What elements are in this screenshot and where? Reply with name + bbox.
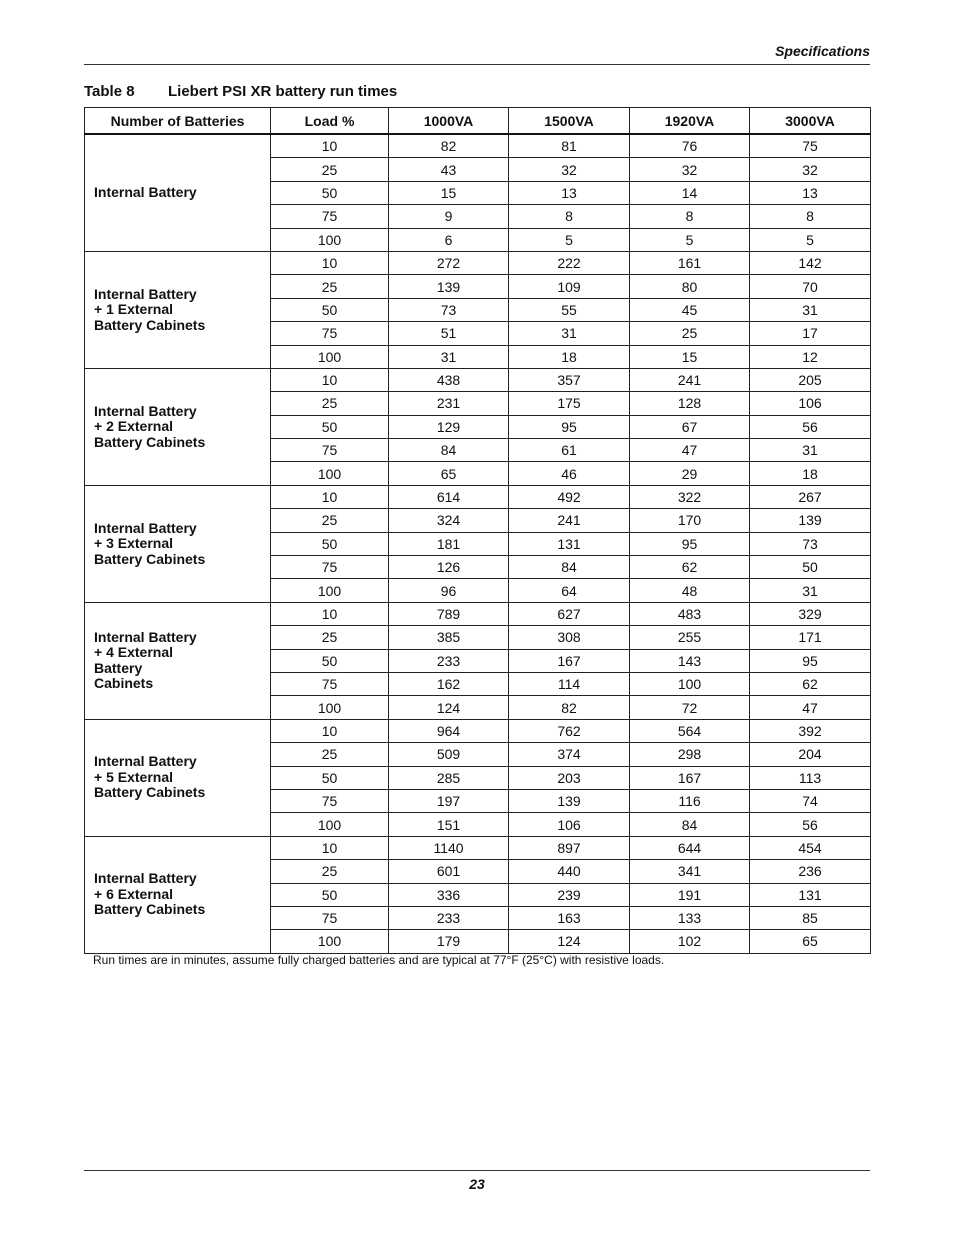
- cell-1920va: 341: [630, 860, 750, 883]
- cell-3000va: 392: [750, 719, 871, 742]
- cell-load: 25: [271, 158, 389, 181]
- cell-1500va: 84: [509, 556, 630, 579]
- cell-1920va: 128: [630, 392, 750, 415]
- cell-1500va: 31: [509, 322, 630, 345]
- cell-1000va: 124: [389, 696, 509, 719]
- cell-3000va: 62: [750, 672, 871, 695]
- cell-load: 75: [271, 205, 389, 228]
- cell-1500va: 492: [509, 485, 630, 508]
- cell-1000va: 614: [389, 485, 509, 508]
- header-row: [85, 108, 871, 135]
- cell-3000va: 47: [750, 696, 871, 719]
- cell-load: 100: [271, 228, 389, 251]
- cell-3000va: 205: [750, 368, 871, 391]
- cell-1920va: 483: [630, 602, 750, 625]
- battery-group-label: Internal Battery + 3 External Battery Cabinets: [85, 485, 271, 602]
- cell-3000va: 12: [750, 345, 871, 368]
- cell-3000va: 74: [750, 789, 871, 812]
- cell-1500va: 139: [509, 789, 630, 812]
- table-row: [85, 368, 871, 391]
- cell-1000va: 964: [389, 719, 509, 742]
- cell-3000va: 31: [750, 298, 871, 321]
- running-header: Specifications: [775, 43, 870, 59]
- table-row: [85, 251, 871, 274]
- cell-load: 75: [271, 556, 389, 579]
- cell-1500va: 239: [509, 883, 630, 906]
- cell-load: 75: [271, 672, 389, 695]
- cell-3000va: 70: [750, 275, 871, 298]
- cell-load: 100: [271, 345, 389, 368]
- cell-1500va: 55: [509, 298, 630, 321]
- cell-load: 50: [271, 298, 389, 321]
- cell-load: 25: [271, 860, 389, 883]
- cell-1500va: 222: [509, 251, 630, 274]
- cell-1000va: 438: [389, 368, 509, 391]
- table-footnote: Run times are in minutes, assume fully charged batteries and are typical at 77°F (25°C) with resistive loads.: [93, 953, 665, 967]
- cell-1920va: 133: [630, 906, 750, 929]
- cell-1000va: 162: [389, 672, 509, 695]
- cell-1920va: 167: [630, 766, 750, 789]
- cell-1000va: 272: [389, 251, 509, 274]
- cell-1500va: 109: [509, 275, 630, 298]
- cell-3000va: 139: [750, 509, 871, 532]
- cell-load: 50: [271, 766, 389, 789]
- cell-1500va: 167: [509, 649, 630, 672]
- cell-load: 50: [271, 181, 389, 204]
- cell-load: 10: [271, 251, 389, 274]
- cell-1000va: 601: [389, 860, 509, 883]
- cell-load: 10: [271, 134, 389, 158]
- cell-load: 25: [271, 626, 389, 649]
- cell-1920va: 161: [630, 251, 750, 274]
- cell-3000va: 56: [750, 813, 871, 836]
- battery-group-label: Internal Battery + 6 External Battery Cabinets: [85, 836, 271, 953]
- cell-1920va: 322: [630, 485, 750, 508]
- cell-1000va: 129: [389, 415, 509, 438]
- cell-3000va: 142: [750, 251, 871, 274]
- cell-1920va: 45: [630, 298, 750, 321]
- cell-1920va: 29: [630, 462, 750, 485]
- cell-3000va: 171: [750, 626, 871, 649]
- cell-3000va: 31: [750, 439, 871, 462]
- cell-1000va: 51: [389, 322, 509, 345]
- cell-1500va: 357: [509, 368, 630, 391]
- cell-1920va: 95: [630, 532, 750, 555]
- cell-1500va: 82: [509, 696, 630, 719]
- cell-load: 50: [271, 415, 389, 438]
- cell-1920va: 255: [630, 626, 750, 649]
- cell-3000va: 131: [750, 883, 871, 906]
- cell-load: 50: [271, 649, 389, 672]
- cell-3000va: 454: [750, 836, 871, 859]
- cell-3000va: 329: [750, 602, 871, 625]
- column-header-number-of-batteries: Number of Batteries: [85, 108, 271, 135]
- column-header-1000va: 1000VA: [389, 108, 509, 135]
- cell-1920va: 62: [630, 556, 750, 579]
- cell-1000va: 9: [389, 205, 509, 228]
- cell-1920va: 72: [630, 696, 750, 719]
- cell-load: 100: [271, 696, 389, 719]
- cell-1920va: 5: [630, 228, 750, 251]
- cell-3000va: 236: [750, 860, 871, 883]
- cell-load: 75: [271, 439, 389, 462]
- cell-load: 100: [271, 579, 389, 602]
- cell-1920va: 143: [630, 649, 750, 672]
- cell-1920va: 241: [630, 368, 750, 391]
- cell-1500va: 8: [509, 205, 630, 228]
- cell-3000va: 56: [750, 415, 871, 438]
- cell-load: 10: [271, 485, 389, 508]
- cell-1920va: 116: [630, 789, 750, 812]
- cell-1920va: 100: [630, 672, 750, 695]
- cell-3000va: 17: [750, 322, 871, 345]
- cell-1500va: 13: [509, 181, 630, 204]
- cell-1920va: 80: [630, 275, 750, 298]
- cell-1920va: 47: [630, 439, 750, 462]
- cell-1500va: 64: [509, 579, 630, 602]
- cell-load: 50: [271, 883, 389, 906]
- cell-1000va: 65: [389, 462, 509, 485]
- table-row: [85, 602, 871, 625]
- cell-1500va: 114: [509, 672, 630, 695]
- battery-group-label: Internal Battery + 1 External Battery Cabinets: [85, 251, 271, 368]
- battery-group-label: Internal Battery: [85, 134, 271, 251]
- cell-load: 25: [271, 509, 389, 532]
- table-body: [85, 134, 871, 953]
- cell-load: 75: [271, 789, 389, 812]
- cell-1000va: 233: [389, 649, 509, 672]
- cell-1920va: 8: [630, 205, 750, 228]
- cell-load: 100: [271, 930, 389, 953]
- cell-1500va: 5: [509, 228, 630, 251]
- cell-1000va: 385: [389, 626, 509, 649]
- cell-1000va: 233: [389, 906, 509, 929]
- cell-1000va: 96: [389, 579, 509, 602]
- cell-1500va: 131: [509, 532, 630, 555]
- cell-3000va: 8: [750, 205, 871, 228]
- header-rule: [84, 64, 870, 65]
- cell-1000va: 43: [389, 158, 509, 181]
- cell-load: 10: [271, 719, 389, 742]
- cell-1500va: 18: [509, 345, 630, 368]
- cell-load: 10: [271, 836, 389, 859]
- cell-1000va: 15: [389, 181, 509, 204]
- cell-3000va: 85: [750, 906, 871, 929]
- battery-runtime-table: [84, 107, 871, 954]
- cell-1000va: 179: [389, 930, 509, 953]
- cell-1500va: 241: [509, 509, 630, 532]
- cell-load: 50: [271, 532, 389, 555]
- cell-1920va: 644: [630, 836, 750, 859]
- cell-1000va: 31: [389, 345, 509, 368]
- cell-1000va: 285: [389, 766, 509, 789]
- cell-3000va: 50: [750, 556, 871, 579]
- cell-1500va: 627: [509, 602, 630, 625]
- cell-1500va: 61: [509, 439, 630, 462]
- cell-1000va: 197: [389, 789, 509, 812]
- cell-load: 25: [271, 275, 389, 298]
- cell-3000va: 267: [750, 485, 871, 508]
- cell-3000va: 106: [750, 392, 871, 415]
- table-caption: [84, 83, 397, 100]
- cell-1500va: 46: [509, 462, 630, 485]
- cell-3000va: 73: [750, 532, 871, 555]
- cell-1500va: 124: [509, 930, 630, 953]
- cell-1500va: 897: [509, 836, 630, 859]
- table-row: [85, 719, 871, 742]
- cell-1920va: 76: [630, 134, 750, 158]
- cell-1000va: 324: [389, 509, 509, 532]
- cell-load: 75: [271, 322, 389, 345]
- column-header-1500va: 1500VA: [509, 108, 630, 135]
- page-number: 23: [469, 1176, 485, 1192]
- cell-1000va: 6: [389, 228, 509, 251]
- cell-1000va: 1140: [389, 836, 509, 859]
- cell-3000va: 113: [750, 766, 871, 789]
- cell-1500va: 762: [509, 719, 630, 742]
- cell-3000va: 18: [750, 462, 871, 485]
- cell-3000va: 13: [750, 181, 871, 204]
- cell-1500va: 374: [509, 743, 630, 766]
- cell-1500va: 32: [509, 158, 630, 181]
- table-row: [85, 485, 871, 508]
- cell-1500va: 95: [509, 415, 630, 438]
- cell-1000va: 231: [389, 392, 509, 415]
- cell-load: 10: [271, 602, 389, 625]
- cell-1000va: 151: [389, 813, 509, 836]
- cell-load: 75: [271, 906, 389, 929]
- cell-load: 25: [271, 743, 389, 766]
- cell-1500va: 163: [509, 906, 630, 929]
- battery-group-label: Internal Battery + 4 External Battery Cabinets: [85, 602, 271, 719]
- cell-1920va: 15: [630, 345, 750, 368]
- cell-1000va: 82: [389, 134, 509, 158]
- cell-3000va: 5: [750, 228, 871, 251]
- cell-1000va: 139: [389, 275, 509, 298]
- table-row: [85, 836, 871, 859]
- cell-3000va: 75: [750, 134, 871, 158]
- cell-1920va: 67: [630, 415, 750, 438]
- column-header-load: Load %: [271, 108, 389, 135]
- cell-load: 100: [271, 462, 389, 485]
- battery-group-label: Internal Battery + 2 External Battery Cabinets: [85, 368, 271, 485]
- cell-1500va: 308: [509, 626, 630, 649]
- cell-1920va: 25: [630, 322, 750, 345]
- cell-1000va: 73: [389, 298, 509, 321]
- column-header-1920va: 1920VA: [630, 108, 750, 135]
- cell-1000va: 789: [389, 602, 509, 625]
- table-title: Liebert PSI XR battery run times: [168, 83, 398, 100]
- cell-1920va: 564: [630, 719, 750, 742]
- table-header: [85, 108, 871, 135]
- footer-rule: [84, 1170, 870, 1171]
- cell-load: 25: [271, 392, 389, 415]
- cell-1920va: 102: [630, 930, 750, 953]
- cell-1000va: 509: [389, 743, 509, 766]
- cell-1000va: 181: [389, 532, 509, 555]
- cell-1920va: 298: [630, 743, 750, 766]
- cell-1920va: 32: [630, 158, 750, 181]
- cell-1500va: 203: [509, 766, 630, 789]
- cell-load: 100: [271, 813, 389, 836]
- cell-1500va: 175: [509, 392, 630, 415]
- cell-1920va: 170: [630, 509, 750, 532]
- cell-1000va: 84: [389, 439, 509, 462]
- table-row: [85, 134, 871, 158]
- cell-1000va: 336: [389, 883, 509, 906]
- cell-3000va: 31: [750, 579, 871, 602]
- cell-1920va: 191: [630, 883, 750, 906]
- cell-1500va: 106: [509, 813, 630, 836]
- battery-group-label: Internal Battery + 5 External Battery Cabinets: [85, 719, 271, 836]
- cell-1920va: 48: [630, 579, 750, 602]
- cell-1920va: 84: [630, 813, 750, 836]
- cell-3000va: 65: [750, 930, 871, 953]
- cell-1500va: 440: [509, 860, 630, 883]
- table-number: Table 8: [84, 83, 135, 100]
- cell-load: 10: [271, 368, 389, 391]
- column-header-3000va: 3000VA: [750, 108, 871, 135]
- cell-1500va: 81: [509, 134, 630, 158]
- cell-3000va: 204: [750, 743, 871, 766]
- cell-1000va: 126: [389, 556, 509, 579]
- cell-3000va: 32: [750, 158, 871, 181]
- cell-3000va: 95: [750, 649, 871, 672]
- cell-1920va: 14: [630, 181, 750, 204]
